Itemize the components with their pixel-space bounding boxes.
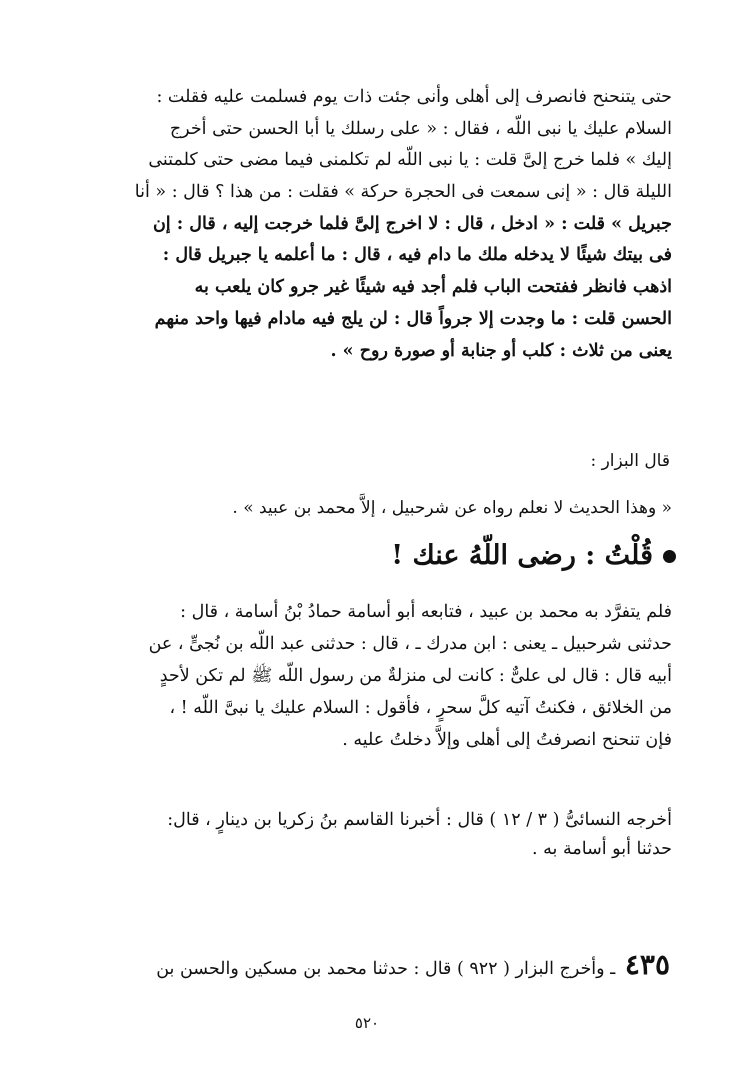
next-hadith-text: ـ وأخرج البزار ( ٩٢٢ ) قال : حدثنا محمد بن مسكين والحسن بن (156, 959, 616, 979)
hadith-number: ٤٣٥ (624, 948, 670, 981)
section-heading-text: قُلْتُ : رضى اللّهُ عنك ! (391, 540, 653, 571)
bazzar-label: قال البزار : (590, 451, 670, 471)
narration-line: فإن تنحنح انصرفتُ إلى أهلى وإلاَّ دخلتُ عليه . (342, 730, 672, 750)
nasai-citation-block (62, 806, 672, 864)
bazzar-quote: « وهذا الحديث لا نعلم رواه عن شرحبيل ، إلاَّ محمد بن عبيد » . (232, 498, 672, 518)
nasai-line: حدثنا أبو أسامة به . (532, 839, 672, 859)
hadith-line: السلام عليك يا نبى اللّه ، فقال : « على رسلك يا أبا الحسن حتى أخرج (169, 118, 672, 139)
hadith-line: يعنى من ثلاث : كلب أو جنابة أو صورة روح » . (330, 340, 672, 361)
nasai-line: أخرجه النسائىُّ ( ٣ / ١٢ ) قال : أخبرنا القاسم بنُ زكريا بن دينارٍ ، قال: (167, 810, 672, 830)
narration-text-block (62, 596, 672, 756)
hadith-line: الليلة قال : « إنى سمعت فى الحجرة حركة » فقلت : من هذا ؟ قال : « أنا (134, 182, 672, 203)
narration-line: أبيه قال : قال لى علىٌّ : كانت لى منزلةٌ من رسول اللّه ﷺ لم تكن لأحدٍ (159, 666, 672, 686)
hadith-line: اذهب فانظر ففتحت الباب فلم أجد فيه شيئًا غير جرو كان يلعب به (194, 277, 672, 298)
hadith-line: حتى يتنحنح فانصرف إلى أهلى وأنى جئت ذات يوم فسلمت عليه فقلت : (156, 87, 672, 107)
hadith-line: فى بيتك شيئًا لا يدخله ملك ما دام فيه ، قال : ما أعلمه يا جبريل قال : (162, 245, 672, 266)
bullet-icon (663, 550, 676, 563)
next-hadith-line (62, 948, 670, 986)
hadith-line: إليك » فلما خرج إلىَّ قلت : يا نبى اللّه لم تكلمنى فيما مضى حتى كلمتنى (148, 150, 672, 171)
page-number: ٥٢٠ (354, 1014, 380, 1032)
section-heading (391, 536, 676, 576)
hadith-text-block (62, 82, 672, 367)
hadith-line: جبريل » قلت : « ادخل ، قال : لا اخرج إلىَّ فلما خرجت إليه ، قال : إن (152, 213, 672, 234)
hadith-line: الحسن قلت : ما وجدت إلا جرواً قال : لن يلج فيه مادام فيها واحد منهم (154, 308, 672, 329)
narration-line: من الخلائق ، فكنتُ آتيه كلَّ سحرٍ ، فأقول : السلام عليك يا نبىَّ اللّه ! ، (169, 698, 672, 718)
narration-line: حدثنى شرحبيل ـ يعنى : ابن مدرك ـ ، قال : حدثنى عبد اللّه بن نُجىٍّ ، عن (148, 634, 672, 654)
narration-line: فلم يتفرَّد به محمد بن عبيد ، فتابعه أبو أسامة حمادُ بْنُ أسامة ، قال : (180, 602, 672, 622)
